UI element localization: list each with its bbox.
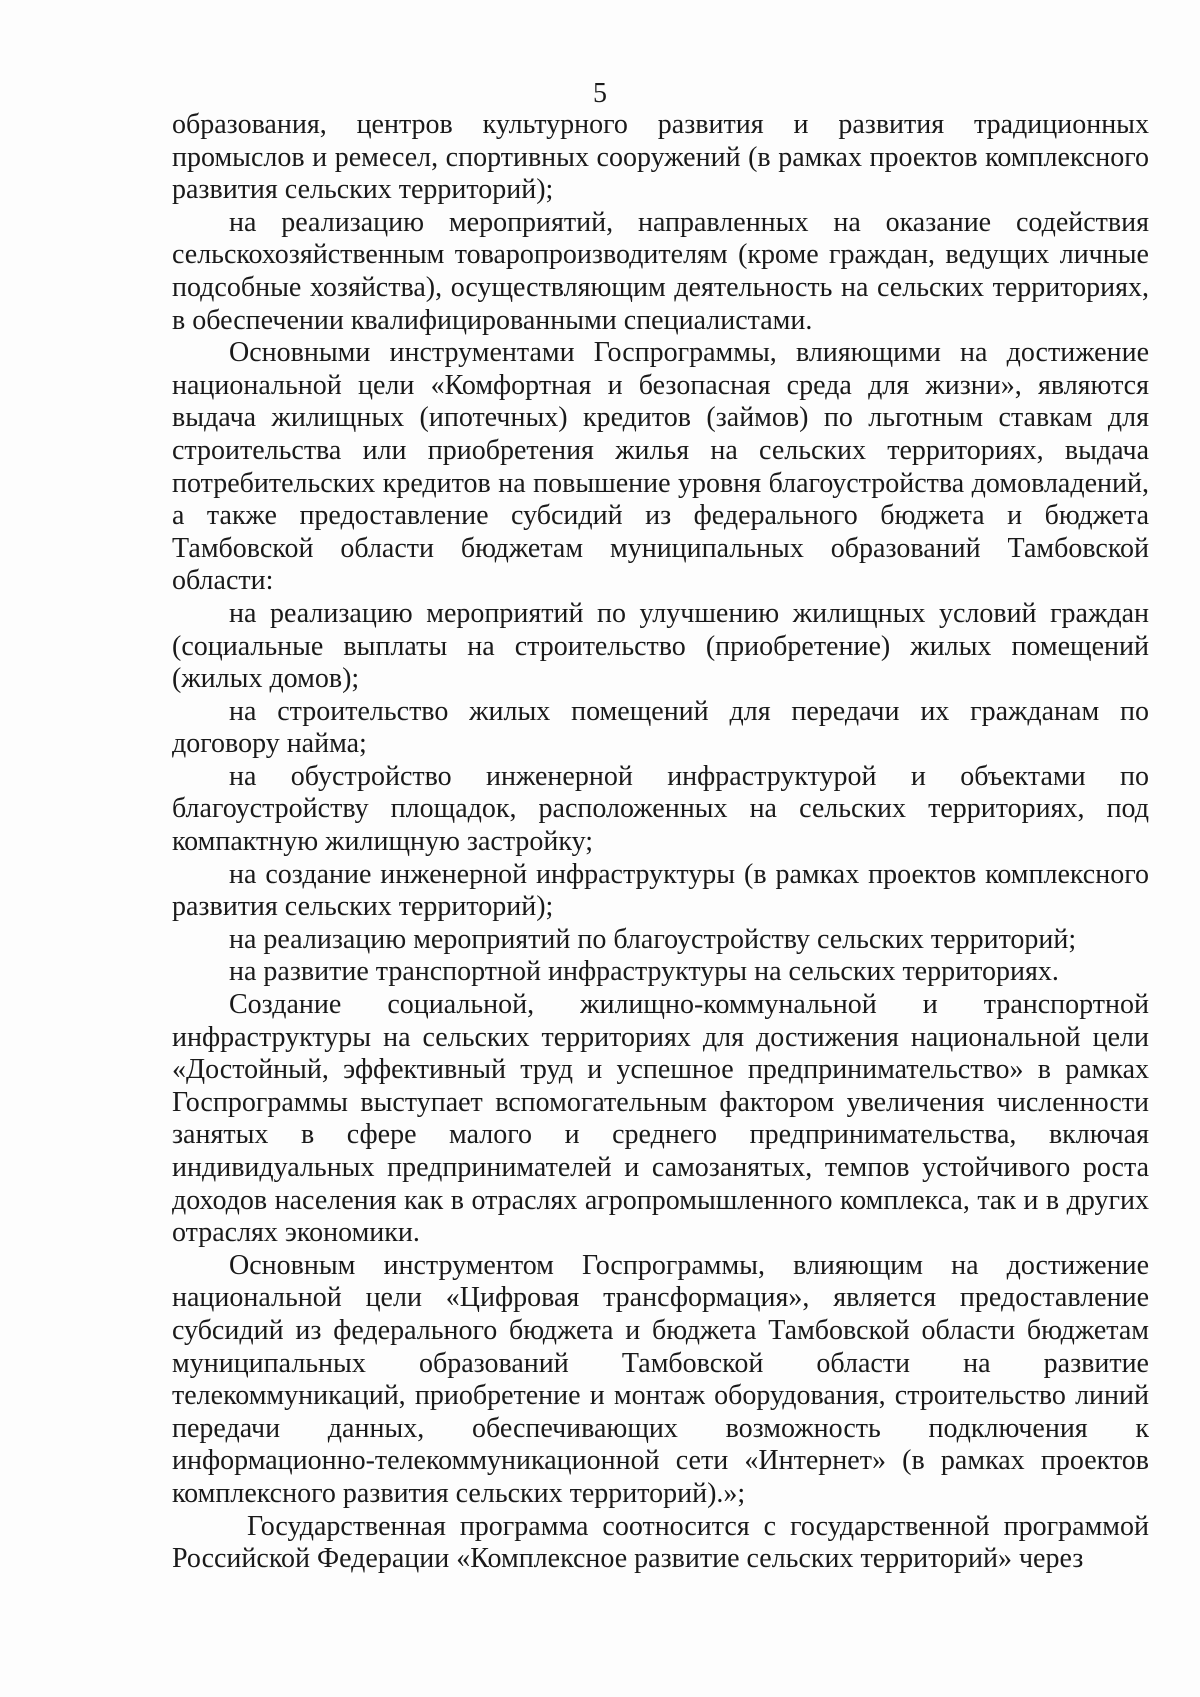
paragraph: на строительство жилых помещений для передачи их гражданам по договору найма; — [172, 695, 1149, 760]
paragraph: образования, центров культурного развития и развития традиционных промыслов и ремесел, спортивных сооружений (в рамках проектов комплексного развития сельских территорий); — [172, 109, 1149, 206]
page-number: 5 — [593, 78, 607, 109]
paragraph: Создание социальной, жилищно-коммунальной и транспортной инфраструктуры на сельских территориях для достижения национальной цели «Достойный, эффективный труд и успешное предпринимательство» в рамках Госпрограммы выступает вспомогательным фактором увеличения численности занятых в сфере малого и среднего предпринимательства, включая индивидуальных предпринимателей и самозанятых, темпов устойчивого роста доходов населения как в отраслях агропромышленного комплекса, так и в других отраслях экономики. — [172, 989, 1149, 1249]
paragraph: Основным инструментом Госпрограммы, влияющим на достижение национальной цели «Цифровая трансформация», является предоставление субсидий из федерального бюджета и бюджета Тамбовской области бюджетам муниципальных образований Тамбовской области на развитие телекоммуникаций, приобретение и монтаж оборудования, строительство линий передачи данных, обеспечивающих возможность подключения к информационно-телекоммуникационной сети «Интернет» (в рамках проектов комплексного развития сельских территорий).»; — [172, 1249, 1149, 1509]
paragraph: на развитие транспортной инфраструктуры на сельских территориях. — [229, 956, 1059, 988]
paragraph: на обустройство инженерной инфраструктурой и объектами по благоустройству площадок, расположенных на сельских территориях, под компактную жилищную застройку; — [172, 760, 1149, 858]
paragraph: Государственная программа соотносится с государственной программой Российской Федерации «Комплексное развитие сельских территорий» через — [172, 1510, 1149, 1575]
document-body — [172, 109, 1149, 1576]
paragraph: на реализацию мероприятий, направленных на оказание содействия сельскохозяйственным товаропроизводителям (кроме граждан, ведущих личные подсобные хозяйства), осуществляющим деятельность на сельских территориях, в обеспечении квалифицированными специалистами. — [172, 206, 1149, 336]
paragraph: Основными инструментами Госпрограммы, влияющими на достижение национальной цели «Комфортная и безопасная среда для жизни», являются выдача жилищных (ипотечных) кредитов (займов) по льготным ставкам для строительства или приобретения жилья на сельских территориях, выдача потребительских кредитов на повышение уровня благоустройства домовладений, а также предоставление субсидий из федерального бюджета и бюджета Тамбовской области бюджетам муниципальных образований Тамбовской области: — [172, 337, 1149, 597]
paragraph: на реализацию мероприятий по улучшению жилищных условий граждан (социальные выплаты на строительство (приобретение) жилых помещений (жилых домов); — [172, 597, 1149, 695]
paragraph: на создание инженерной инфраструктуры (в рамках проектов комплексного развития сельских территорий); — [172, 858, 1149, 923]
paragraph: на реализацию мероприятий по благоустройству сельских территорий; — [229, 923, 1077, 955]
